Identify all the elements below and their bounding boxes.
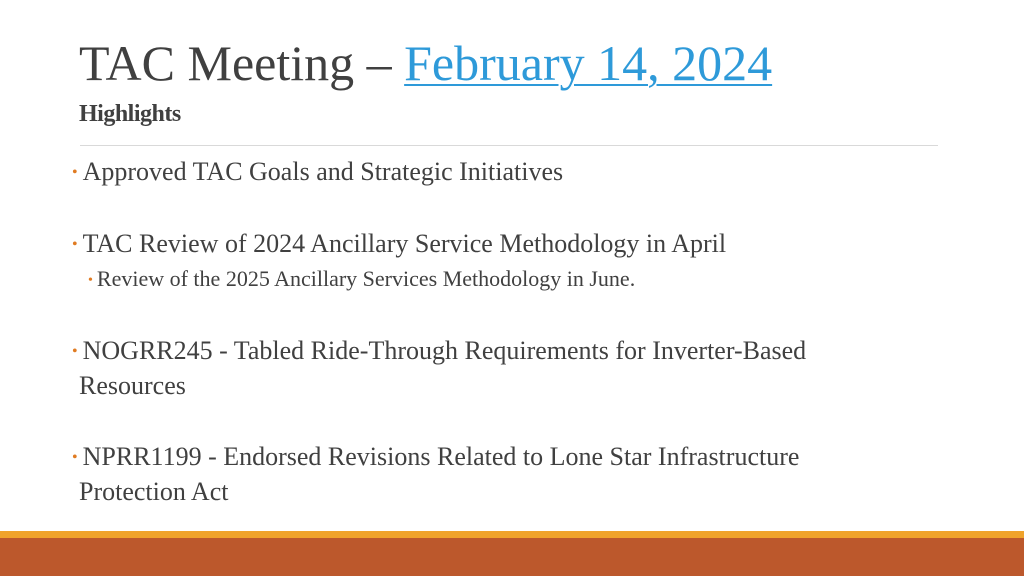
bullet-text: TAC Review of 2024 Ancillary Service Methodology in April [82, 229, 727, 258]
bullet-dot-icon: • [72, 343, 78, 360]
sub-bullet-text: Review of the 2025 Ancillary Services Methodology in June. [96, 266, 636, 291]
bullet-item-goals [72, 155, 942, 190]
bullet-dot-icon: • [72, 449, 78, 466]
bullet-item-nogrr245 [72, 334, 942, 403]
slide-subtitle: Highlights [79, 101, 181, 127]
title-prefix: TAC Meeting – [79, 35, 405, 91]
bullet-dot-icon: • [72, 164, 78, 181]
bullet-text-line2: Protection Act [79, 477, 229, 506]
bullet-text: Approved TAC Goals and Strategic Initiatives [82, 157, 564, 186]
bullet-text-line1: NOGRR245 - Tabled Ride-Through Requirements for Inverter-Based [82, 336, 807, 365]
title-date-link[interactable]: February 14, 2024 [404, 35, 773, 91]
bullet-text-line2: Resources [79, 371, 186, 400]
bullet-dot-icon: • [88, 273, 93, 288]
bullet-dot-icon: • [72, 236, 78, 253]
sub-bullet-item-2025-review [88, 265, 948, 295]
title-divider [80, 145, 938, 146]
bullet-item-ancillary-review [72, 227, 942, 262]
footer-accent-stripe [0, 531, 1024, 538]
bullet-item-nprr1199 [72, 440, 942, 509]
slide-title [79, 32, 772, 94]
bullet-text-line1: NPRR1199 - Endorsed Revisions Related to Lone Star Infrastructure [82, 442, 800, 471]
footer-bar [0, 538, 1024, 576]
